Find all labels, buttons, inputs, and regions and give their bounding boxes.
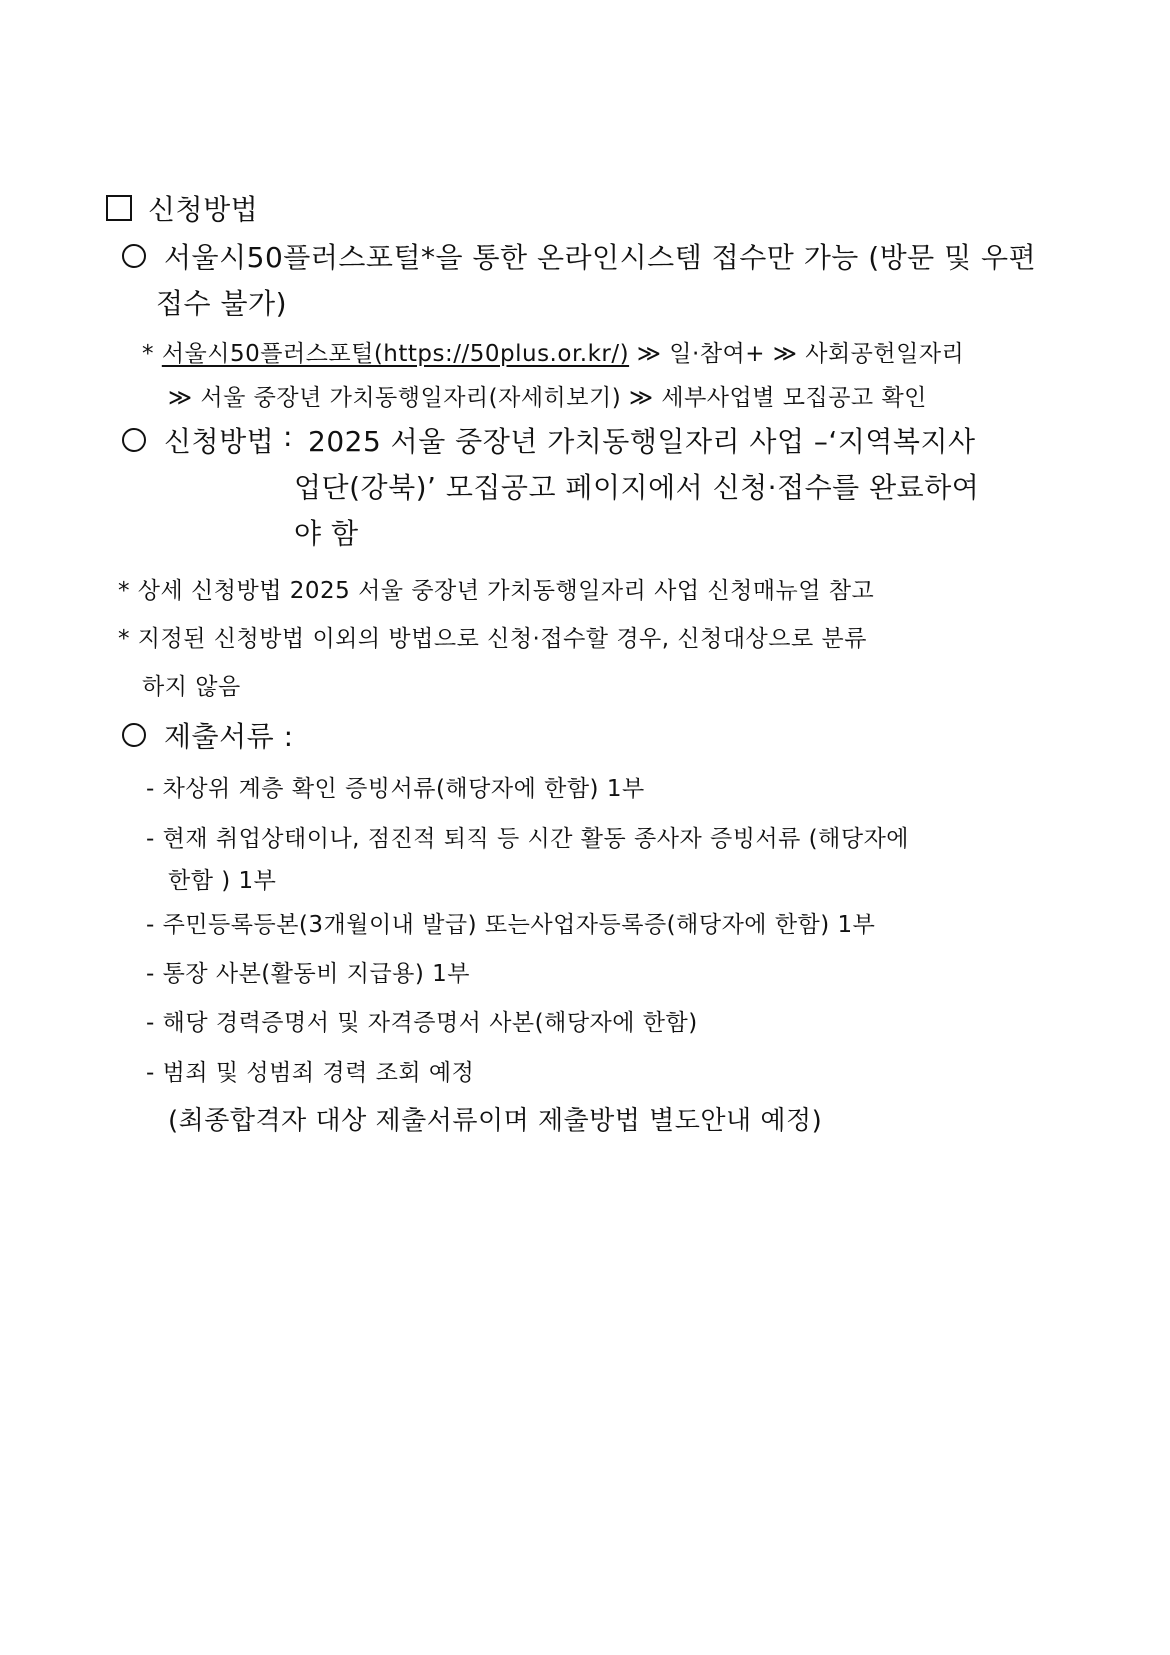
other-method-note: * 지정된 신청방법 이외의 방법으로 신청·접수할 경우, 신청대상으로 분류 [118, 626, 867, 652]
note-star: * [142, 341, 154, 367]
section-heading [106, 188, 258, 228]
item-documents [122, 715, 294, 755]
item-online-only-text: 서울시50플러스포털*을 통한 온라인시스템 접수만 가능 (방문 및 우편 [164, 241, 1037, 274]
item-apply-method-line3: 야 함 [294, 517, 359, 550]
item-apply-method-line1: 2025 서울 중장년 가치동행일자리 사업 –‘지역복지사 [308, 425, 976, 458]
item-apply-method-label: 신청방법 [164, 425, 275, 458]
section-heading-text: 신청방법 [148, 193, 259, 226]
document-list-item: - 주민등록등본(3개월이내 발급) 또는사업자등록증(해당자에 한함) 1부 [146, 912, 876, 938]
portal-link[interactable]: 서울시50플러스포털(https://50plus.or.kr/) [161, 341, 630, 367]
circle-bullet-icon [122, 428, 146, 452]
portal-path-note [142, 335, 964, 368]
document-list-item-cont: 한함 ) 1부 [168, 868, 277, 894]
item-documents-label: 제출서류 : [164, 720, 294, 753]
circle-bullet-icon [122, 244, 146, 268]
document-list-item: - 통장 사본(활동비 지급용) 1부 [146, 961, 471, 987]
item-online-only [122, 236, 1036, 276]
square-bullet-icon [106, 195, 132, 221]
item-apply-colon: : [283, 420, 293, 453]
document-list-item: - 현재 취업상태이나, 점진적 퇴직 등 시간 활동 종사자 증빙서류 (해당자에 [146, 826, 910, 852]
item-online-only-cont: 접수 불가) [156, 287, 288, 320]
item-apply-method [122, 420, 274, 460]
document-list-item: - 해당 경력증명서 및 자격증명서 사본(해당자에 한함) [146, 1010, 698, 1036]
item-apply-method-line2: 업단(강북)’ 모집공고 페이지에서 신청·접수를 완료하여 [294, 471, 980, 504]
other-method-note-cont: 하지 않음 [142, 674, 241, 700]
documents-footnote: (최종합격자 대상 제출서류이며 제출방법 별도안내 예정) [168, 1106, 823, 1136]
document-list-item: - 차상위 계층 확인 증빙서류(해당자에 한함) 1부 [146, 776, 645, 802]
portal-path-cont: ≫ 서울 중장년 가치동행일자리(자세히보기) ≫ 세부사업별 모집공고 확인 [168, 385, 927, 411]
document-list-item: - 범죄 및 성범죄 경력 조회 예정 [146, 1060, 475, 1086]
circle-bullet-icon [122, 723, 146, 747]
portal-path-rest: ≫ 일·참여+ ≫ 사회공헌일자리 [636, 341, 965, 367]
manual-note: * 상세 신청방법 2025 서울 중장년 가치동행일자리 사업 신청매뉴얼 참고 [118, 578, 875, 604]
